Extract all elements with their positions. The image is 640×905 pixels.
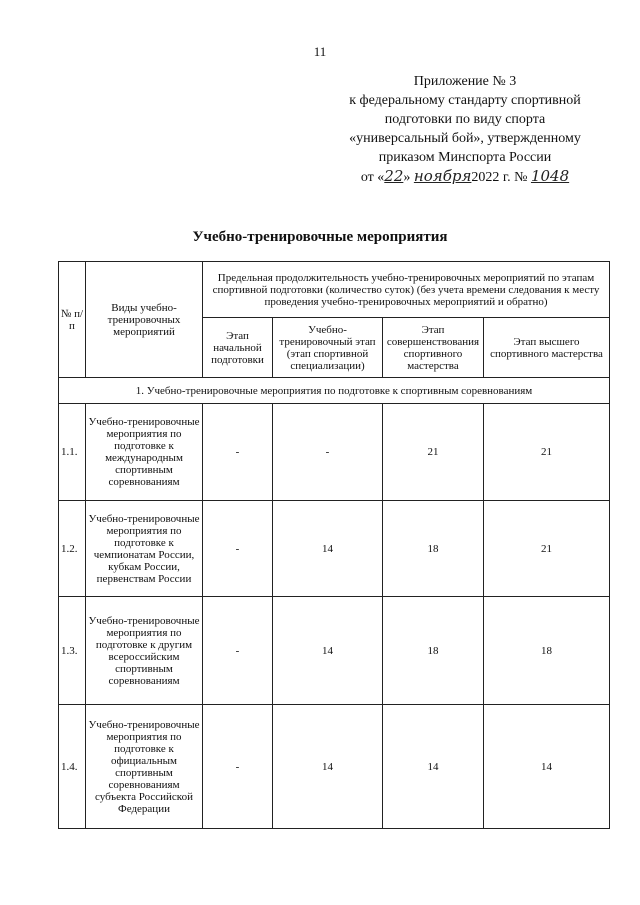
header-group: Предельная продолжительность учебно-тренировочных мероприятий по этапам спортивной подготовки (количество суток) (без учета времени следования к месту проведения учебно-тренировочных мероприятий и обратно) <box>203 262 610 318</box>
section-row <box>59 378 610 404</box>
row-name: Учебно-тренировочные мероприятия по подготовке к чемпионатам России, кубкам России, первенствам России <box>86 501 203 597</box>
table-row <box>59 597 610 705</box>
row-value: - <box>203 705 273 829</box>
header-stage-4: Этап высшего спортивного мастерства <box>484 318 610 378</box>
appendix-line-3: подготовки по виду спорта <box>384 112 546 127</box>
appendix-line-2: к федеральному стандарту спортивной <box>349 93 581 108</box>
appendix-line-4: «универсальный бой», утвержденному <box>349 131 581 146</box>
header-stage-3: Этап совершенствования спортивного мастерства <box>383 318 484 378</box>
table-row <box>59 501 610 597</box>
date-mid: » <box>403 170 411 185</box>
order-date-line <box>320 167 610 187</box>
appendix-line-1: Приложение № 3 <box>413 74 517 89</box>
row-value: 18 <box>484 597 610 705</box>
row-value: - <box>273 404 383 501</box>
row-num: 1.4. <box>59 705 86 829</box>
row-value: 21 <box>383 404 484 501</box>
date-prefix: от « <box>360 170 385 185</box>
row-value: 18 <box>383 501 484 597</box>
document-title: Учебно-тренировочные мероприятия <box>192 229 448 245</box>
table-row <box>59 404 610 501</box>
row-value: 14 <box>273 705 383 829</box>
row-name: Учебно-тренировочные мероприятия по подготовке к другим всероссийским спортивным соревнованиям <box>86 597 203 705</box>
row-value: 18 <box>383 597 484 705</box>
row-value: 14 <box>273 597 383 705</box>
row-value: - <box>203 597 273 705</box>
row-num: 1.2. <box>59 501 86 597</box>
row-value: - <box>203 404 273 501</box>
row-value: 14 <box>273 501 383 597</box>
header-kind: Виды учебно-тренировочных мероприятий <box>86 262 203 378</box>
appendix-block <box>320 72 610 187</box>
row-value: 21 <box>484 404 610 501</box>
section-title: 1. Учебно-тренировочные мероприятия по подготовке к спортивным соревнованиям <box>59 378 610 404</box>
row-name: Учебно-тренировочные мероприятия по подготовке к официальным спортивным соревнованиям субъекта Российской Федерации <box>86 705 203 829</box>
header-stage-2: Учебно-тренировочный этап (этап спортивной специализации) <box>273 318 383 378</box>
header-num: № п/п <box>59 262 86 378</box>
training-events-table <box>58 261 610 829</box>
row-value: 14 <box>383 705 484 829</box>
header-stage-1: Этап начальной подготовки <box>203 318 273 378</box>
handwritten-day: 22 <box>384 167 404 185</box>
page-number: 11 <box>313 44 327 59</box>
row-value: 21 <box>484 501 610 597</box>
row-name: Учебно-тренировочные мероприятия по подготовке к международным спортивным соревнованиям <box>86 404 203 501</box>
row-num: 1.1. <box>59 404 86 501</box>
year-text: 2022 г. № <box>471 170 528 185</box>
header-row-1 <box>59 262 610 318</box>
handwritten-number: 1048 <box>530 167 570 185</box>
row-value: - <box>203 501 273 597</box>
handwritten-month: ноября <box>413 167 472 185</box>
row-value: 14 <box>484 705 610 829</box>
table-row <box>59 705 610 829</box>
appendix-line-5: приказом Минспорта России <box>378 150 552 165</box>
row-num: 1.3. <box>59 597 86 705</box>
